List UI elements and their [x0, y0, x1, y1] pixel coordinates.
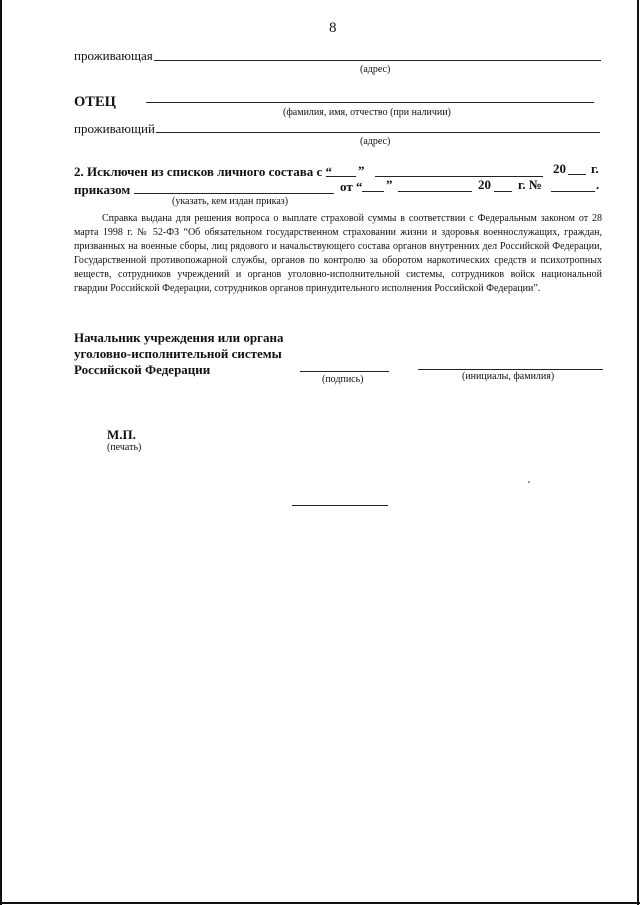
- scan-speck: [528, 481, 530, 483]
- signature-caption: (подпись): [322, 374, 364, 385]
- exclusion-year-line[interactable]: [568, 174, 586, 175]
- stamp-label: М.П.: [107, 427, 136, 442]
- scan-border-right: [637, 0, 639, 905]
- order-number-label: г. №: [518, 177, 543, 192]
- certificate-purpose-paragraph: [74, 212, 602, 295]
- signatory-title-line2: уголовно-исполнительной системы: [74, 346, 282, 361]
- order-number-line[interactable]: [551, 191, 595, 192]
- page-number: 8: [329, 20, 337, 36]
- scan-border-left: [0, 0, 2, 905]
- closing-separator-line: [292, 505, 388, 506]
- exclusion-year-prefix: 20: [553, 161, 566, 176]
- father-name-line[interactable]: [146, 102, 594, 103]
- excluded-from-lists-text: 2. Исключен из списков личного состава с “: [74, 164, 333, 179]
- signature-line[interactable]: [300, 371, 389, 372]
- exclusion-quote-close: ”: [358, 163, 365, 178]
- order-year-line[interactable]: [494, 191, 512, 192]
- exclusion-day-line[interactable]: [326, 176, 356, 177]
- mother-address-caption: (адрес): [360, 64, 391, 75]
- father-address-label: проживающий: [74, 121, 155, 136]
- exclusion-year-suffix: г.: [591, 161, 599, 176]
- signatory-title-line3: Российской Федерации: [74, 362, 211, 377]
- order-issuer-line[interactable]: [134, 193, 334, 194]
- stamp-caption: (печать): [107, 442, 142, 453]
- mother-address-line[interactable]: [154, 60, 601, 61]
- order-end-dot: .: [596, 177, 600, 192]
- order-date-from-label: от “: [340, 179, 363, 194]
- mother-address-label: проживающая: [74, 48, 153, 63]
- initials-surname-caption: (инициалы, фамилия): [462, 371, 555, 382]
- father-address-line[interactable]: [156, 132, 600, 133]
- scan-border-bottom: [0, 902, 640, 904]
- signatory-title-line1: Начальник учреждения или органа: [74, 330, 284, 345]
- order-year-prefix: 20: [478, 177, 491, 192]
- father-address-caption: (адрес): [360, 136, 391, 147]
- order-quote-close: ”: [386, 177, 393, 192]
- order-issuer-caption: (указать, кем издан приказ): [172, 196, 289, 207]
- initials-surname-line[interactable]: [418, 369, 603, 370]
- order-month-line[interactable]: [398, 191, 472, 192]
- father-name-caption: (фамилия, имя, отчество (при наличии): [283, 107, 451, 118]
- father-heading: ОТЕЦ: [74, 94, 116, 110]
- order-label: приказом: [74, 182, 131, 197]
- certificate-purpose-text: Справка выдана для решения вопроса о выплате страховой суммы в соответствии с Федеральным законом от 28 марта 1998 г. № 52-ФЗ “Об обязательном государственном страховании жизни и здоровья военнослужащих, граждан, призванных на военные сборы, лиц рядового и начальствующего состава органов внутренних дел Российской Федерации, Государственной противопожарной службы, органов по контролю за оборотом наркотических средств и психотропных веществ, сотрудников учреждений и органов уголовно-исполнительной системы, сотрудников войск национальной гвардии Российской Федерации, сотрудников органов принудительного исполнения Российской Федерации”.: [74, 213, 602, 294]
- order-day-line[interactable]: [362, 191, 384, 192]
